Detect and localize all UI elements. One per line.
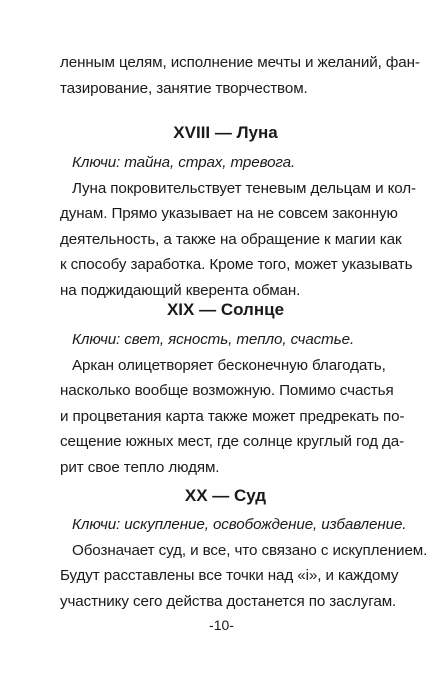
text-line: Обозначает суд, и все, что связано с искуплением. [72,541,428,559]
page-number: -10- [209,617,234,633]
section-body-sun [60,327,405,481]
text-line: деятельность, а также на обращение к магии как [60,230,402,248]
text-line: Будут расставлены все точки над «i», и каждому [60,567,399,585]
text-line: Аркан олицетворяет бесконечную благодать, [72,356,386,374]
intro-paragraph [60,50,420,101]
text-line: участнику сего действа достанется по заслугам. [60,592,397,610]
section-heading-moon: XVIII — Луна [173,123,278,142]
text-line: и процветания карта также может предрекать по- [60,407,405,425]
text-line: ленным целям, исполнение мечты и желаний, фан- [60,54,420,71]
section-body-judgement [60,512,428,614]
section-keys: Ключи: тайна, страх, тревога. [72,154,296,171]
text-line: на поджидающий кверента обман. [60,281,301,299]
text-line: сещение южных мест, где солнце круглый год да- [60,433,405,451]
text-line: тазирование, занятие творчеством. [60,79,308,97]
section-heading-sun: XIX — Солнце [166,300,285,319]
section-keys: Ключи: искупление, освобождение, избавление. [72,516,407,533]
section-heading-judgement: XX — Суд [184,486,267,505]
text-line: насколько вообще возможную. Помимо счастья [60,382,394,400]
text-line: дунам. Прямо указывает на не совсем законную [60,205,398,223]
section-body-moon [60,150,417,304]
section-keys: Ключи: свет, ясность, тепло, счастье. [72,331,355,348]
text-line: рит свое тепло людям. [60,458,220,476]
text-line: Луна покровительствует теневым дельцам и кол- [72,179,417,197]
text-line: к способу заработка. Кроме того, может указывать [60,256,413,274]
